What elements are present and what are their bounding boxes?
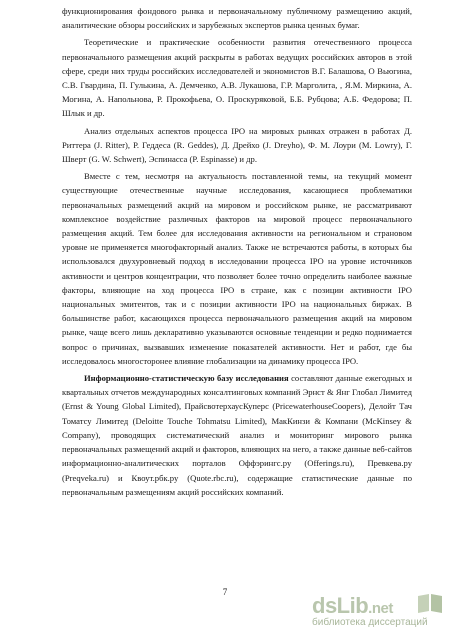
page-number: 7 [222,587,228,597]
info-base-text: составляют данные ежегодных и квартальных отчетов международных консалтинговых компаний Эрнст & Янг Глобал Лимитед (Ernst & Young Global Limited), ПрайсвотерхаусКуперс (PricewaterhouseCoopers), Делойт Тач Томатсу Лимитед (Deloitte Touche Tohmatsu Limited), МакКинзи & Компани (McKinsey & Company), проводящих систематический анализ и мониторинг мирового рынка первоначальных размещений акций и факторов, влияющих на него, а также данные веб-сайтов информационно-аналитических порталов Оффэрингс.ру (Offerings.ru), Превкева.ру (Preqveka.ru) и Квоут.рбк.ру (Quote.rbc.ru), содержащие статистические данные по первоначальным размещениям акций российских компаний. [62,373,412,497]
paragraph-1: функционирования фондового рынка и первоначальному публичному размещению акций, аналитические обзоры российских и зарубежных экспертов рынка ценных бумаг. [62,6,412,31]
watermark-logo-text: dsLib [312,593,369,618]
watermark-logo-suffix: .net [368,600,393,617]
paragraph-4: Вместе с тем, несмотря на актуальность поставленной темы, на текущий момент существующие отечественные научные исследования, касающиеся проблематики первоначальных размещений акций на мировом и российском рынке, не рассматривают комплексное воздействие различных факторов на мировой процесс первоначального размещения акций. Тем более для исследования активности на региональном и страновом уровне не применяется многофакторный анализ. Также не встречаются работы, в которых бы использовался двухуровневый подход в исследовании процесса IPO на уровне источников активности и центров концентрации, что позволяет более точно определить наиболее важные факторы, влияющие на ход процесса IPO в стране, как с позиции активности IPO национальных эмитентов, так и с позиции активности IPO на национальных биржах. В большинстве работ, касающихся процесса первоначального размещения акций на мировом рынке, чаще всего лишь декларативно указываются основные тенденции и редко поднимается вопрос о причинах, вызвавших изменение показателей активности. Нет и работ, где бы исследовалось многосторонее влияние глобализации на динамику процесса IPO. [62,171,412,366]
book-icon [416,592,444,614]
document-body [62,4,412,502]
info-base-heading: Информационно-статистическую базу исследования [84,373,289,384]
paragraph-2: Теоретические и практические особенности развития отечественного процесса первоначального размещения акций раскрыты в работах ведущих российских авторов в этой сфере, среди них труды российских исследователей и экономистов В.Г. Балашова, О Вьюгина, С.В. Гвардина, П. Гулькина, А. Демченко, А.В. Лукашова, Г.Р. Марголита, , Я.М. Миркина, А. Могина, А. Напольнова, Р. Прокофьева, О. Проскуряковой, Б.Б. Рубцова; А.Б. Федорова; П. Шлык и др. [62,37,412,119]
paragraph-5 [62,371,412,499]
watermark-subtitle: библиотека диссертаций [312,617,428,628]
paragraph-3: Анализ отдельных аспектов процесса IPO на мировых рынках отражен в работах Д. Риттера (J. Ritter), Р. Геддеса (R. Geddes), Д. Дрейхо (J. Dreyho), Ф. М. Лоури (M. Lowry), Г. Шверт (G. W. Schwert), Эспинасса (P. Espinasse) и др. [62,125,412,165]
watermark-logo [312,593,393,619]
watermark [312,593,444,631]
